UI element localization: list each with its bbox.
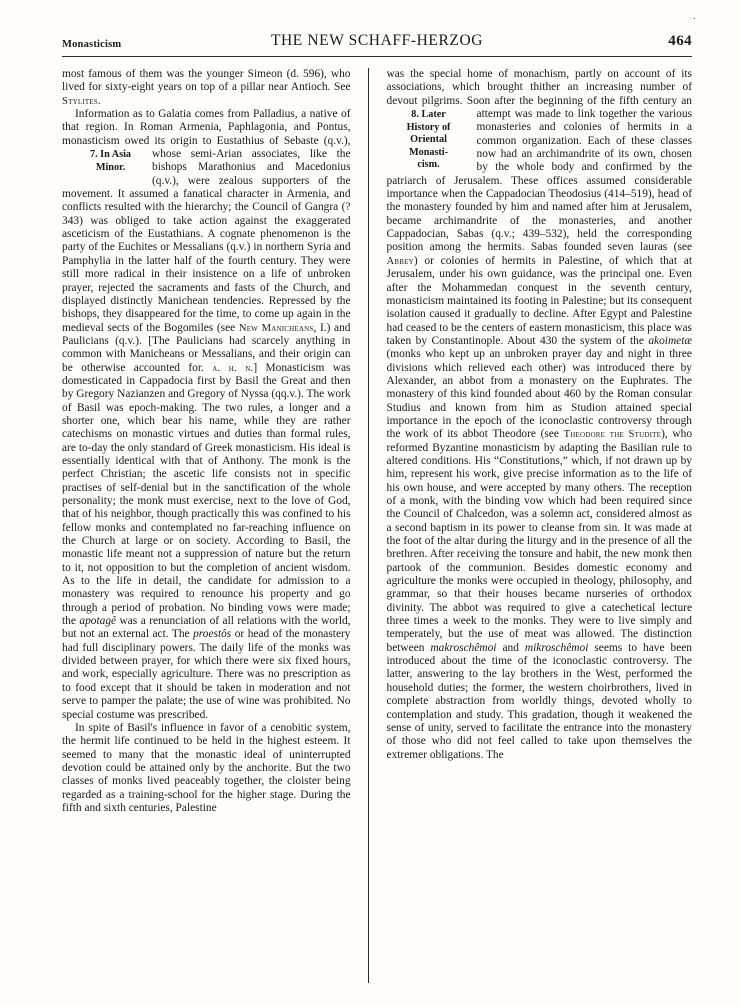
small-caps-reference: Stylites <box>62 95 98 107</box>
paragraph-text-cont2: ) or colonies of hermits in Palestine, of which that at Jerusalem, under his own guidance, was the principal one. Even after the Mohammedan conquest in the seventh century, monasticism maintained its footing in Palestine; but its consequent isolation caused it gradually to decline. After Egypt and Palestine had ceased to be the centers of eastern monasticism, this place was taken by Constantinople. About 430 the system of the <box>386 254 692 347</box>
paragraph-text: most famous of them was the younger Simeon (d. 596), who lived for sixty-eight years on top of a pillar near Antioch. See <box>62 68 351 94</box>
greek-term-apotage: apotagê <box>79 615 117 628</box>
author-initials: a. h. n. <box>212 362 254 374</box>
paragraph-text-cont3: (monks who kept up an unbroken prayer day and night in three divisions which relieved each other) was introduced there by Alexander, an abbot from a monastery on the Euphrates. The monastery of this kind founded about 460 by the Roman consular Studius and known from him as Studion attained special importance in the epoch of the iconoclastic controversy through the work of its abbot Theodore (see <box>386 348 692 441</box>
paragraph-text-cont: movement. It assumed a fanatical character in Armenia, and conflicts resulted with the hierarchy; the Council of Gangra (? 343) was obliged to take action against the exaggerated asceticism of the Eustathians. A cognate phenomenon is the party of the Euchites or Messalians (q.v.) in northern Syria and Pamphylia in the latter half of the fourth century. They were still more radical in their insistence on a life of unbroken prayer, rejected the sacraments and fasts of the Church, and displayed distinctly Manichean tendencies. Repressed by the bishops, they disappeared for the time, to come up again in the medieval sects of the Bogomiles (see <box>62 188 351 334</box>
paragraph-text-cont4: ), who reformed Byzantine monasticism by adapting the Basilian rule to altered conditions. His “Constitutions,” which, if not drawn up by him, represent his work, give precise information as to the life of his own house, and were accepted by many others. The reception of a monk, with the binding vow which had been required since the Council of Chalcedon, was a solemn act, considered almost as a second baptism in its power to cleanse from sin. It was made at the foot of the altar during the liturgy and in the presence of all the brethren. After receiving the tonsure and habit, the new monk then partook of the communion. Besides domestic economy and agriculture the monks were occupied in theology, philosophy, and grammar, so that their houses became nurseries of orthodox divinity. The abbot was required to give a catechetical lecture three times a week to the monks. They were to live simply and temperately, but the use of meat was allowed. The distinction between <box>386 428 693 654</box>
paragraph-text-cont5: or head of the monastery had full disciplinary powers. The daily life of the monks was divided between prayer, for which there were six fixed hours, and work, especially agriculture. There was no prescription as to food except that it should be taken in moderation and not serve to pamper the palate; the use of wine was prohibited. No special costume was prescribed. <box>62 628 351 721</box>
paragraph-text-cont5: and <box>496 641 525 654</box>
running-head-center: THE NEW SCHAFF-HERZOG <box>270 32 484 49</box>
paragraph-with-marginal-note <box>387 68 692 762</box>
page-header <box>62 28 692 50</box>
paragraph-text-wrapped: whose semi-Arian associates, like the bishops Marathonius and Macedonius (q.v.), were zealous supporters of the <box>152 148 351 187</box>
paragraph-text-tail: . <box>97 94 101 107</box>
greek-term-proestos: proestôs <box>193 628 232 641</box>
paragraph-with-marginal-note <box>62 108 351 722</box>
small-caps-reference: Abbey <box>386 255 414 267</box>
paragraph-text-cont6: seems to have been introduced about the time of the iconoclastic controversy. The latter, answering to the lay brothers in the West, performed the household duties; the former, the western choirbrothers, lived in complete abstraction from worldly things, devoted wholly to contemplation and study. This gradation, though it weakened the sense of unity, served to facilitate the entrance into the monastery of those who did not feel called to take upon themselves the extremer obligations. The <box>386 641 693 761</box>
paragraph-text-cont2: , I.) and Paulicians (q.v.). [The Paulicians had scarcely anything in common with Manicheans or Messalians, and their origin can be otherwise accounted for. <box>62 321 351 374</box>
left-column <box>62 68 369 983</box>
body-columns <box>62 68 692 983</box>
running-head-left: Monasticism <box>62 39 122 50</box>
small-caps-reference: New Manicheans <box>238 322 314 334</box>
paragraph-text: Information as to Galatia comes from Palladius, a native of that region. In Roman Armenia, Paphlagonia, and Pontus, monasticism owed its origin to Eustathius of Sebaste (q.v.), <box>62 108 351 147</box>
small-caps-reference-theodore: Theodore the Studite <box>563 429 662 441</box>
header-rule <box>62 56 692 57</box>
marginal-note-line1: 7. In Asia <box>89 149 132 161</box>
paragraph-text: In spite of Basil's influence in favor of a cenobitic system, the hermit life continued to be held in the highest esteem. It seemed to many that the monastic ideal of uninterrupted devotion could be attained only by the anchorite. But the two classes of monks lived peaceably together, the cloister being regarded as a training-school for the higher stage. During the fifth and sixth centuries, Palestine <box>62 721 351 814</box>
paragraph-text-cont: patriarch of Jerusalem. These offices assumed considerable importance when the Cappadocian Theodosius (414–519), head of the monastery founded by him and named after him at Jerusalem, became archimandrite of the monasteries, and another Cappadocian, Sabas (q.v.; 439–532), held the corresponding position among the hermits. Sabas founded seven lauras (see <box>386 174 692 254</box>
marginal-note-line2: History of <box>406 121 451 133</box>
marginal-note-line3: Oriental <box>410 134 447 146</box>
paragraph-text-cont4: was a renunciation of all relations with the world, but not an external act. The <box>62 615 351 641</box>
corner-mark: · <box>692 14 696 25</box>
paragraph-text: was the special home of monachism, partly on account of its associations, which brought thither an increasing number of devout pilgrims. Soon after the beginning of the fifth century an <box>386 68 692 107</box>
paragraph-text-wrapped: attempt was made to link together the various monasteries and colonies of hermits in a common organization. Each of these classes now had an archimandrite of its own, chosen by the whole body and confirmed by the <box>476 108 692 174</box>
greek-term-mikroschemoi: mikroschêmoi <box>524 641 589 654</box>
greek-term-makroschemoi: makroschêmoi <box>430 641 497 654</box>
paragraph <box>62 68 351 108</box>
marginal-note-line1: 8. Later <box>411 109 446 121</box>
marginal-note-line5: cism. <box>417 159 440 171</box>
marginal-note-line2: Minor. <box>95 161 126 173</box>
paragraph <box>62 722 351 815</box>
marginal-note-8 <box>387 109 471 172</box>
greek-term-akoimetae: akoimetæ <box>648 334 692 347</box>
marginal-note-7 <box>62 149 146 174</box>
right-column <box>387 68 692 983</box>
marginal-note-line4: Monasti- <box>408 146 449 158</box>
paragraph-text-cont3: ] Monasticism was domesticated in Cappadocia first by Basil the Great and then by Gregory Nazianzen and Gregory of Nyssa (qq.v.). The work of Basil was epoch-making. The two rules, a longer and a shorter one, which bear his name, while they are rather catechisms on monastic virtues and duties than formal rules, are to-day the only standard of Greek monasticism. His ideal is essentially identical with that of Anthony. The monk is the perfect Christian; the ascetic life consists not in specific practises of self-denial but in the sanctification of the whole personality; the monk must exercise, next to the love of God, that of his neighbor, though practically this was confined to his fellow monks and contemplated no far-reaching influence on the Church at large or on society. According to Basil, the monastic life meant not a suppression of nature but the return to it, not opposition to but the completion of ancient wisdom. As to the life in detail, the candidate for admission to a monastery was required to renounce his property and go through a period of probation. No binding vows were made; the <box>62 361 351 628</box>
page-number: 464 <box>668 33 692 49</box>
